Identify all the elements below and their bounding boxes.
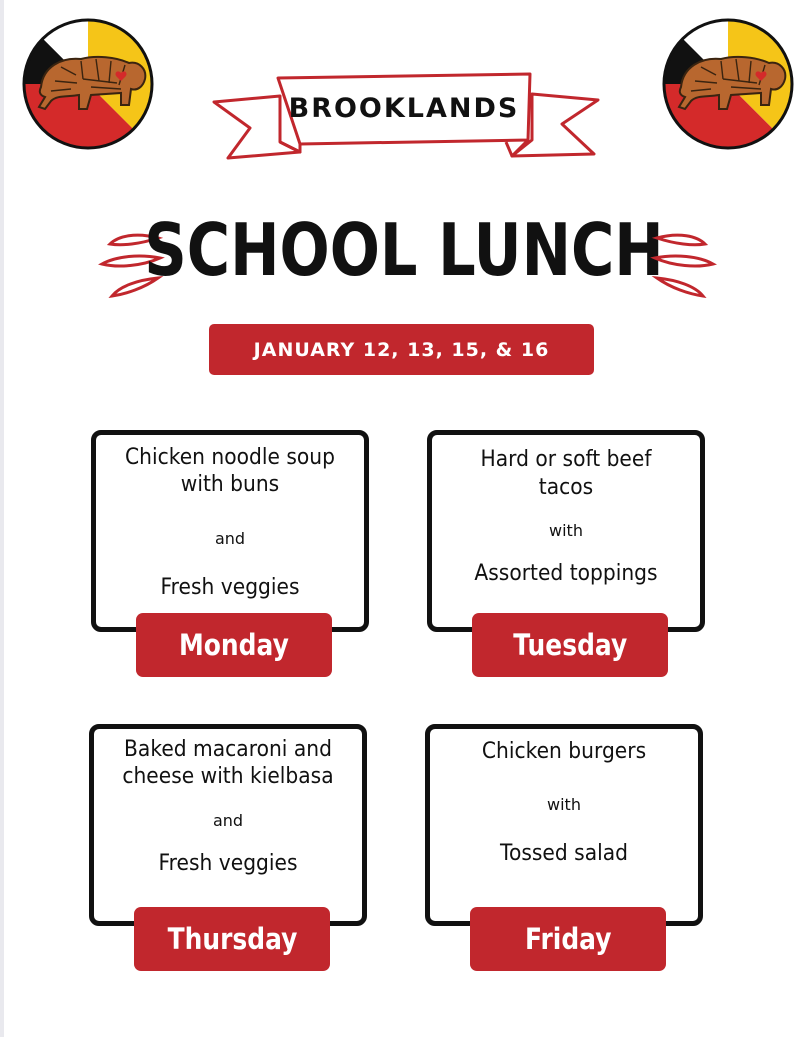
main-dish-line: cheese with kielbasa <box>122 764 334 789</box>
day-label-text: Friday <box>524 922 612 956</box>
main-dish-line: Chicken noodle soup <box>125 445 335 470</box>
connector-text: and <box>214 529 246 548</box>
connector-text: with <box>547 795 581 814</box>
main-dish-line: tacos <box>538 475 594 500</box>
day-label-monday <box>136 613 332 677</box>
school-name-banner <box>210 66 602 176</box>
connector-text: and <box>212 811 244 830</box>
page-title: SCHOOL LUNCH <box>144 208 664 292</box>
menu-page <box>4 0 806 1037</box>
bison-logo-icon <box>661 17 795 151</box>
side-dish: Assorted toppings <box>474 561 658 586</box>
side-dish: Fresh veggies <box>160 575 300 600</box>
school-name: BROOKLANDS <box>288 92 520 124</box>
side-dish: Fresh veggies <box>158 851 298 876</box>
menu-card-friday <box>425 724 703 926</box>
day-label-text: Monday <box>179 628 289 662</box>
day-label-friday <box>470 907 666 971</box>
connector-text: with <box>549 521 583 540</box>
date-range-bar: JANUARY 12, 13, 15, & 16 <box>209 324 594 375</box>
bison-logo-icon <box>21 17 155 151</box>
day-label-thursday <box>134 907 330 971</box>
main-dish-line: Hard or soft beef <box>480 447 652 472</box>
side-dish: Tossed salad <box>500 841 628 866</box>
menu-card-thursday <box>89 724 367 926</box>
menu-card-monday <box>91 430 369 632</box>
main-dish-line: Baked macaroni and <box>124 737 332 762</box>
main-dish-line: with buns <box>180 472 280 497</box>
day-label-text: Thursday <box>167 922 297 956</box>
day-label-tuesday <box>472 613 668 677</box>
swoosh-icon <box>649 228 719 298</box>
day-label-text: Tuesday <box>513 628 627 662</box>
main-dish-line: Chicken burgers <box>481 739 647 764</box>
menu-card-tuesday <box>427 430 705 632</box>
